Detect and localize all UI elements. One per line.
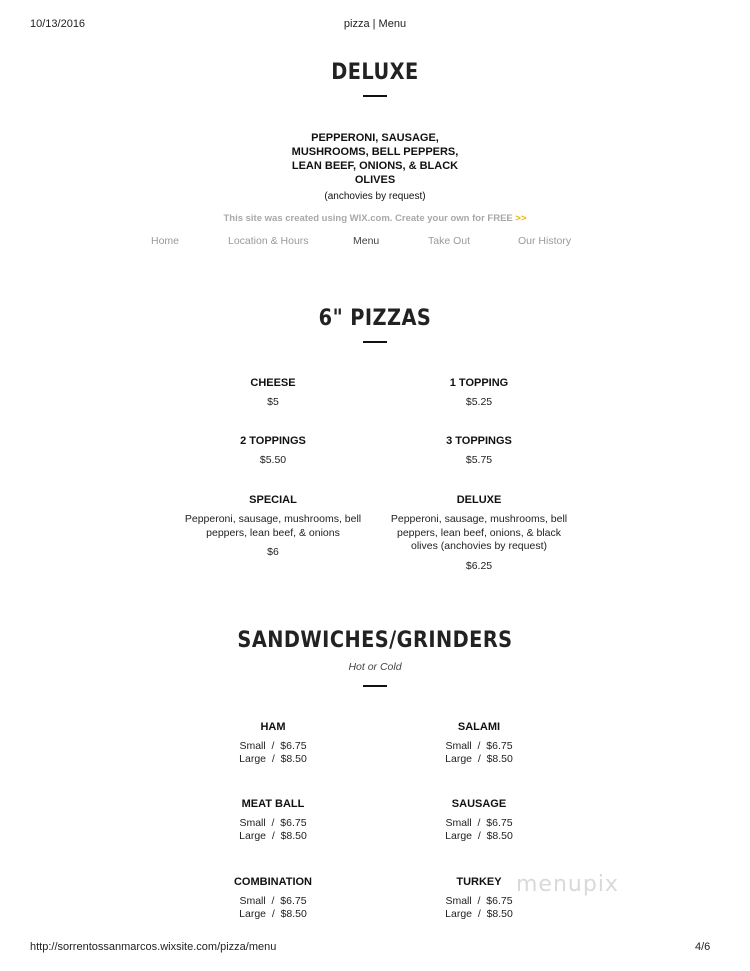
menu-item-deluxe — [376, 494, 582, 572]
deluxe-note: (anchovies by request) — [324, 191, 426, 202]
item-description-line: Pepperoni, sausage, mushrooms, bell — [390, 513, 568, 525]
item-name: SALAMI — [457, 721, 501, 733]
item-price-small: Small / $6.75 — [445, 817, 513, 829]
item-price: $5.75 — [465, 454, 493, 466]
menu-item-3-toppings — [376, 435, 582, 466]
item-description — [376, 513, 582, 554]
item-name: MEAT BALL — [241, 798, 305, 810]
item-name: SAUSAGE — [451, 798, 507, 810]
deluxe-line: PEPPERONI, SAUSAGE, — [311, 132, 439, 144]
page-number: 4/6 — [695, 941, 711, 953]
deluxe-description — [270, 131, 480, 187]
item-price-large: Large / $8.50 — [445, 908, 513, 920]
menu-item-2-toppings — [170, 435, 376, 466]
item-name: DELUXE — [456, 494, 502, 506]
deluxe-line: MUSHROOMS, BELL PEPPERS, — [291, 146, 459, 158]
item-price: $6 — [267, 546, 279, 558]
item-name: SPECIAL — [249, 494, 297, 506]
item-description-line: Pepperoni, sausage, mushrooms, bell — [184, 513, 362, 525]
item-price-small: Small / $6.75 — [239, 740, 307, 752]
deluxe-divider — [363, 95, 387, 97]
item-price-large: Large / $8.50 — [239, 908, 307, 920]
item-price-large: Large / $8.50 — [239, 753, 307, 765]
item-name: 1 TOPPING — [449, 377, 509, 389]
item-name: 2 TOPPINGS — [240, 435, 306, 447]
item-description-line: olives (anchovies by request) — [411, 540, 547, 552]
item-price-small: Small / $6.75 — [239, 817, 307, 829]
menu-item-ham — [170, 721, 376, 765]
sandwiches-divider — [363, 685, 387, 687]
menu-item-special — [170, 494, 376, 558]
item-description-line: peppers, lean beef, & onions — [206, 526, 340, 539]
item-name: TURKEY — [456, 876, 502, 888]
item-price-small: Small / $6.75 — [445, 895, 513, 907]
menu-item-sausage — [376, 798, 582, 842]
item-price-large: Large / $8.50 — [445, 753, 513, 765]
sandwiches-subtitle: Hot or Cold — [348, 661, 402, 673]
deluxe-heading: DELUXE — [331, 60, 419, 85]
wix-banner-text[interactable]: This site was created using WIX.com. Create your own for FREE — [223, 213, 513, 224]
pizzas-heading: 6" PIZZAS — [318, 306, 432, 331]
wix-banner[interactable] — [0, 213, 750, 224]
item-name: 3 TOPPINGS — [446, 435, 512, 447]
page-url: http://sorrentossanmarcos.wixsite.com/pizza/menu — [30, 941, 277, 953]
menu-item-1-topping — [376, 377, 582, 408]
menupix-watermark: menupix — [516, 872, 619, 897]
wix-arrow-icon[interactable]: >> — [515, 213, 527, 224]
print-date: 10/13/2016 — [30, 18, 86, 30]
nav-menu[interactable]: Menu — [353, 235, 380, 247]
nav-home[interactable]: Home — [151, 235, 180, 247]
item-price-large: Large / $8.50 — [445, 830, 513, 842]
item-price: $5 — [267, 396, 279, 408]
deluxe-line: LEAN BEEF, ONIONS, & BLACK — [291, 160, 459, 172]
item-name: CHEESE — [250, 377, 296, 389]
item-price-small: Small / $6.75 — [445, 740, 513, 752]
nav-take-out[interactable]: Take Out — [428, 235, 471, 247]
item-description-line: peppers, lean beef, onions, & black — [396, 526, 562, 539]
item-price: $6.25 — [465, 559, 493, 572]
item-price-large: Large / $8.50 — [239, 830, 307, 842]
item-price: $5.25 — [465, 396, 493, 408]
item-name: COMBINATION — [233, 876, 312, 888]
menu-item-meat-ball — [170, 798, 376, 842]
menu-item-cheese — [170, 377, 376, 408]
sandwiches-heading: SANDWICHES/GRINDERS — [237, 628, 513, 653]
print-title: pizza | Menu — [343, 18, 407, 30]
nav-location-hours[interactable]: Location & Hours — [228, 235, 309, 247]
item-name: HAM — [260, 721, 286, 733]
menu-item-salami — [376, 721, 582, 765]
menu-item-combination — [170, 876, 376, 920]
item-price: $5.50 — [259, 454, 287, 466]
item-description — [170, 513, 376, 540]
deluxe-line: OLIVES — [354, 174, 396, 186]
item-price-small: Small / $6.75 — [239, 895, 307, 907]
nav-our-history[interactable]: Our History — [518, 235, 572, 247]
pizzas-divider — [363, 341, 387, 343]
